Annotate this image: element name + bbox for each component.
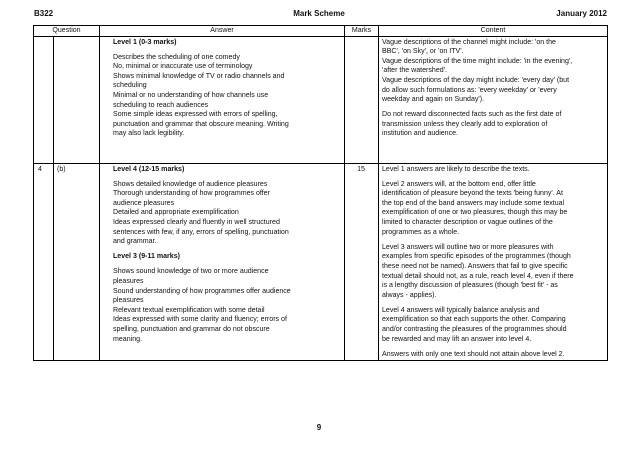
text-line: Ideas expressed clearly and fluently in well structured (113, 219, 280, 227)
text-line: scheduling to reach audiences (113, 101, 209, 109)
level-heading: Level 1 (0-3 marks) (113, 38, 177, 46)
text-line: and grammar. (113, 238, 157, 246)
text-line: Vague descriptions of the time might include: 'in the evening', (382, 57, 573, 65)
text-line: Vague descriptions of the channel might include: 'on the (382, 38, 556, 46)
text-line: pleasures (113, 297, 144, 305)
text-line: Shows detailed knowledge of audience pleasures (113, 180, 268, 188)
text-line: Level 3 answers will outline two or more pleasures with (382, 243, 554, 251)
content-cell (379, 163, 608, 361)
content-cell (379, 36, 608, 163)
question-part-cell (54, 36, 100, 163)
text-line: Level 4 answers will typically balance analysis and (382, 306, 540, 314)
question-part-cell: (b) (54, 163, 100, 361)
text-line: Thorough understanding of how programmes offer (113, 190, 270, 198)
text-line: meaning. (113, 335, 142, 343)
text-line: Answers with only one text should not attain above level 2. (382, 350, 565, 358)
text-line: spelling, punctuation and grammar do not obscure (113, 326, 270, 333)
text-line: transmission unless they clearly add to exploration of (382, 120, 548, 128)
col-header-marks: Marks (345, 26, 379, 37)
text-line: Vague descriptions of the day might include: 'every day' (but (382, 76, 570, 84)
level-heading: Level 4 (12-15 marks) (113, 165, 185, 173)
text-line: No, minimal or inaccurate use of terminology (113, 63, 253, 71)
text-line: sentences with few, if any, errors of spelling, punctuation (113, 228, 289, 236)
text-line: exemplification so that each supports the other. Comparing (382, 316, 566, 324)
text-line: is a lengthy discussion of pleasures (though 'best fit' - as (382, 282, 558, 290)
header-date: January 2012 (556, 9, 607, 18)
text-line: examples from specific episodes of the programmes (though (382, 253, 571, 261)
text-line: Sound understanding of how programmes offer audience (113, 287, 291, 295)
text-line: be rewarded and may lift an answer into level 4. (382, 335, 532, 343)
text-line: audience pleasures (113, 199, 175, 207)
question-number-cell (34, 36, 54, 163)
header-code: B322 (34, 9, 54, 18)
text-line: weekday and again on Sunday'). (382, 96, 485, 104)
header-title: Mark Scheme (293, 9, 345, 18)
mark-scheme-table (33, 25, 608, 361)
col-header-content: Content (379, 26, 608, 37)
text-line: punctuation and grammar that obscure meaning. Writing (113, 120, 289, 128)
question-number-cell: 4 (34, 163, 54, 361)
table-row (34, 36, 608, 163)
text-line: 'after the watershed'. (382, 67, 447, 75)
text-line: limited to character description or vague outlines of the (382, 219, 553, 227)
text-line: Do not reward disconnected facts such as the first date of (382, 111, 562, 119)
col-header-question: Question (34, 26, 100, 37)
col-header-answer: Answer (100, 26, 345, 37)
text-line: identification of pleasure beyond the texts 'being funny'. At (382, 190, 563, 198)
table-row (34, 163, 608, 361)
text-line: Describes the scheduling of one comedy (113, 53, 240, 61)
text-line: do allow such formulations as: 'every weekday' or 'every (382, 86, 557, 94)
marks-cell (345, 36, 379, 163)
text-line: these need not be named). Answers that fail to give specific (382, 262, 568, 270)
text-line: Shows minimal knowledge of TV or radio channels and (113, 72, 285, 80)
text-line: Shows sound knowledge of two or more audience (113, 268, 269, 276)
text-line: pleasures (113, 278, 144, 286)
text-line: and/or contrasting the pleasures of the programmes should (382, 326, 567, 333)
text-line: Level 2 answers will, at the bottom end, offer little (382, 180, 536, 188)
text-line: Minimal or no understanding of how channels use (113, 92, 269, 100)
text-line: may also lack legibility. (113, 130, 185, 138)
text-line: Some simple ideas expressed with errors of spelling, (113, 111, 278, 119)
text-line: Ideas expressed with some clarity and fluency; errors of (113, 316, 287, 324)
answer-cell (100, 163, 345, 361)
text-line: programmes as a whole. (382, 228, 460, 236)
marks-cell: 15 (345, 163, 379, 361)
text-line: exemplification of one or two pleasures, though this may be (382, 209, 568, 217)
text-line: scheduling (113, 82, 147, 90)
answer-cell (100, 36, 345, 163)
page-number: 9 (316, 423, 322, 432)
text-line: Detailed and appropriate exemplification (113, 209, 239, 217)
text-line: the top end of the band answers may include some textual (382, 199, 565, 207)
level-heading: Level 3 (9-11 marks) (113, 253, 180, 261)
text-line: BBC', 'on Sky', or 'on ITV'. (382, 48, 464, 56)
text-line: Relevant textual exemplification with some detail (113, 306, 265, 314)
text-line: textual detail should not, as a rule, reach level 4, even if there (382, 272, 574, 280)
table-header-row (34, 26, 608, 37)
text-line: Level 1 answers are likely to describe the texts. (382, 165, 530, 173)
text-line: institution and audience. (382, 130, 459, 138)
text-line: always - applies). (382, 291, 437, 299)
